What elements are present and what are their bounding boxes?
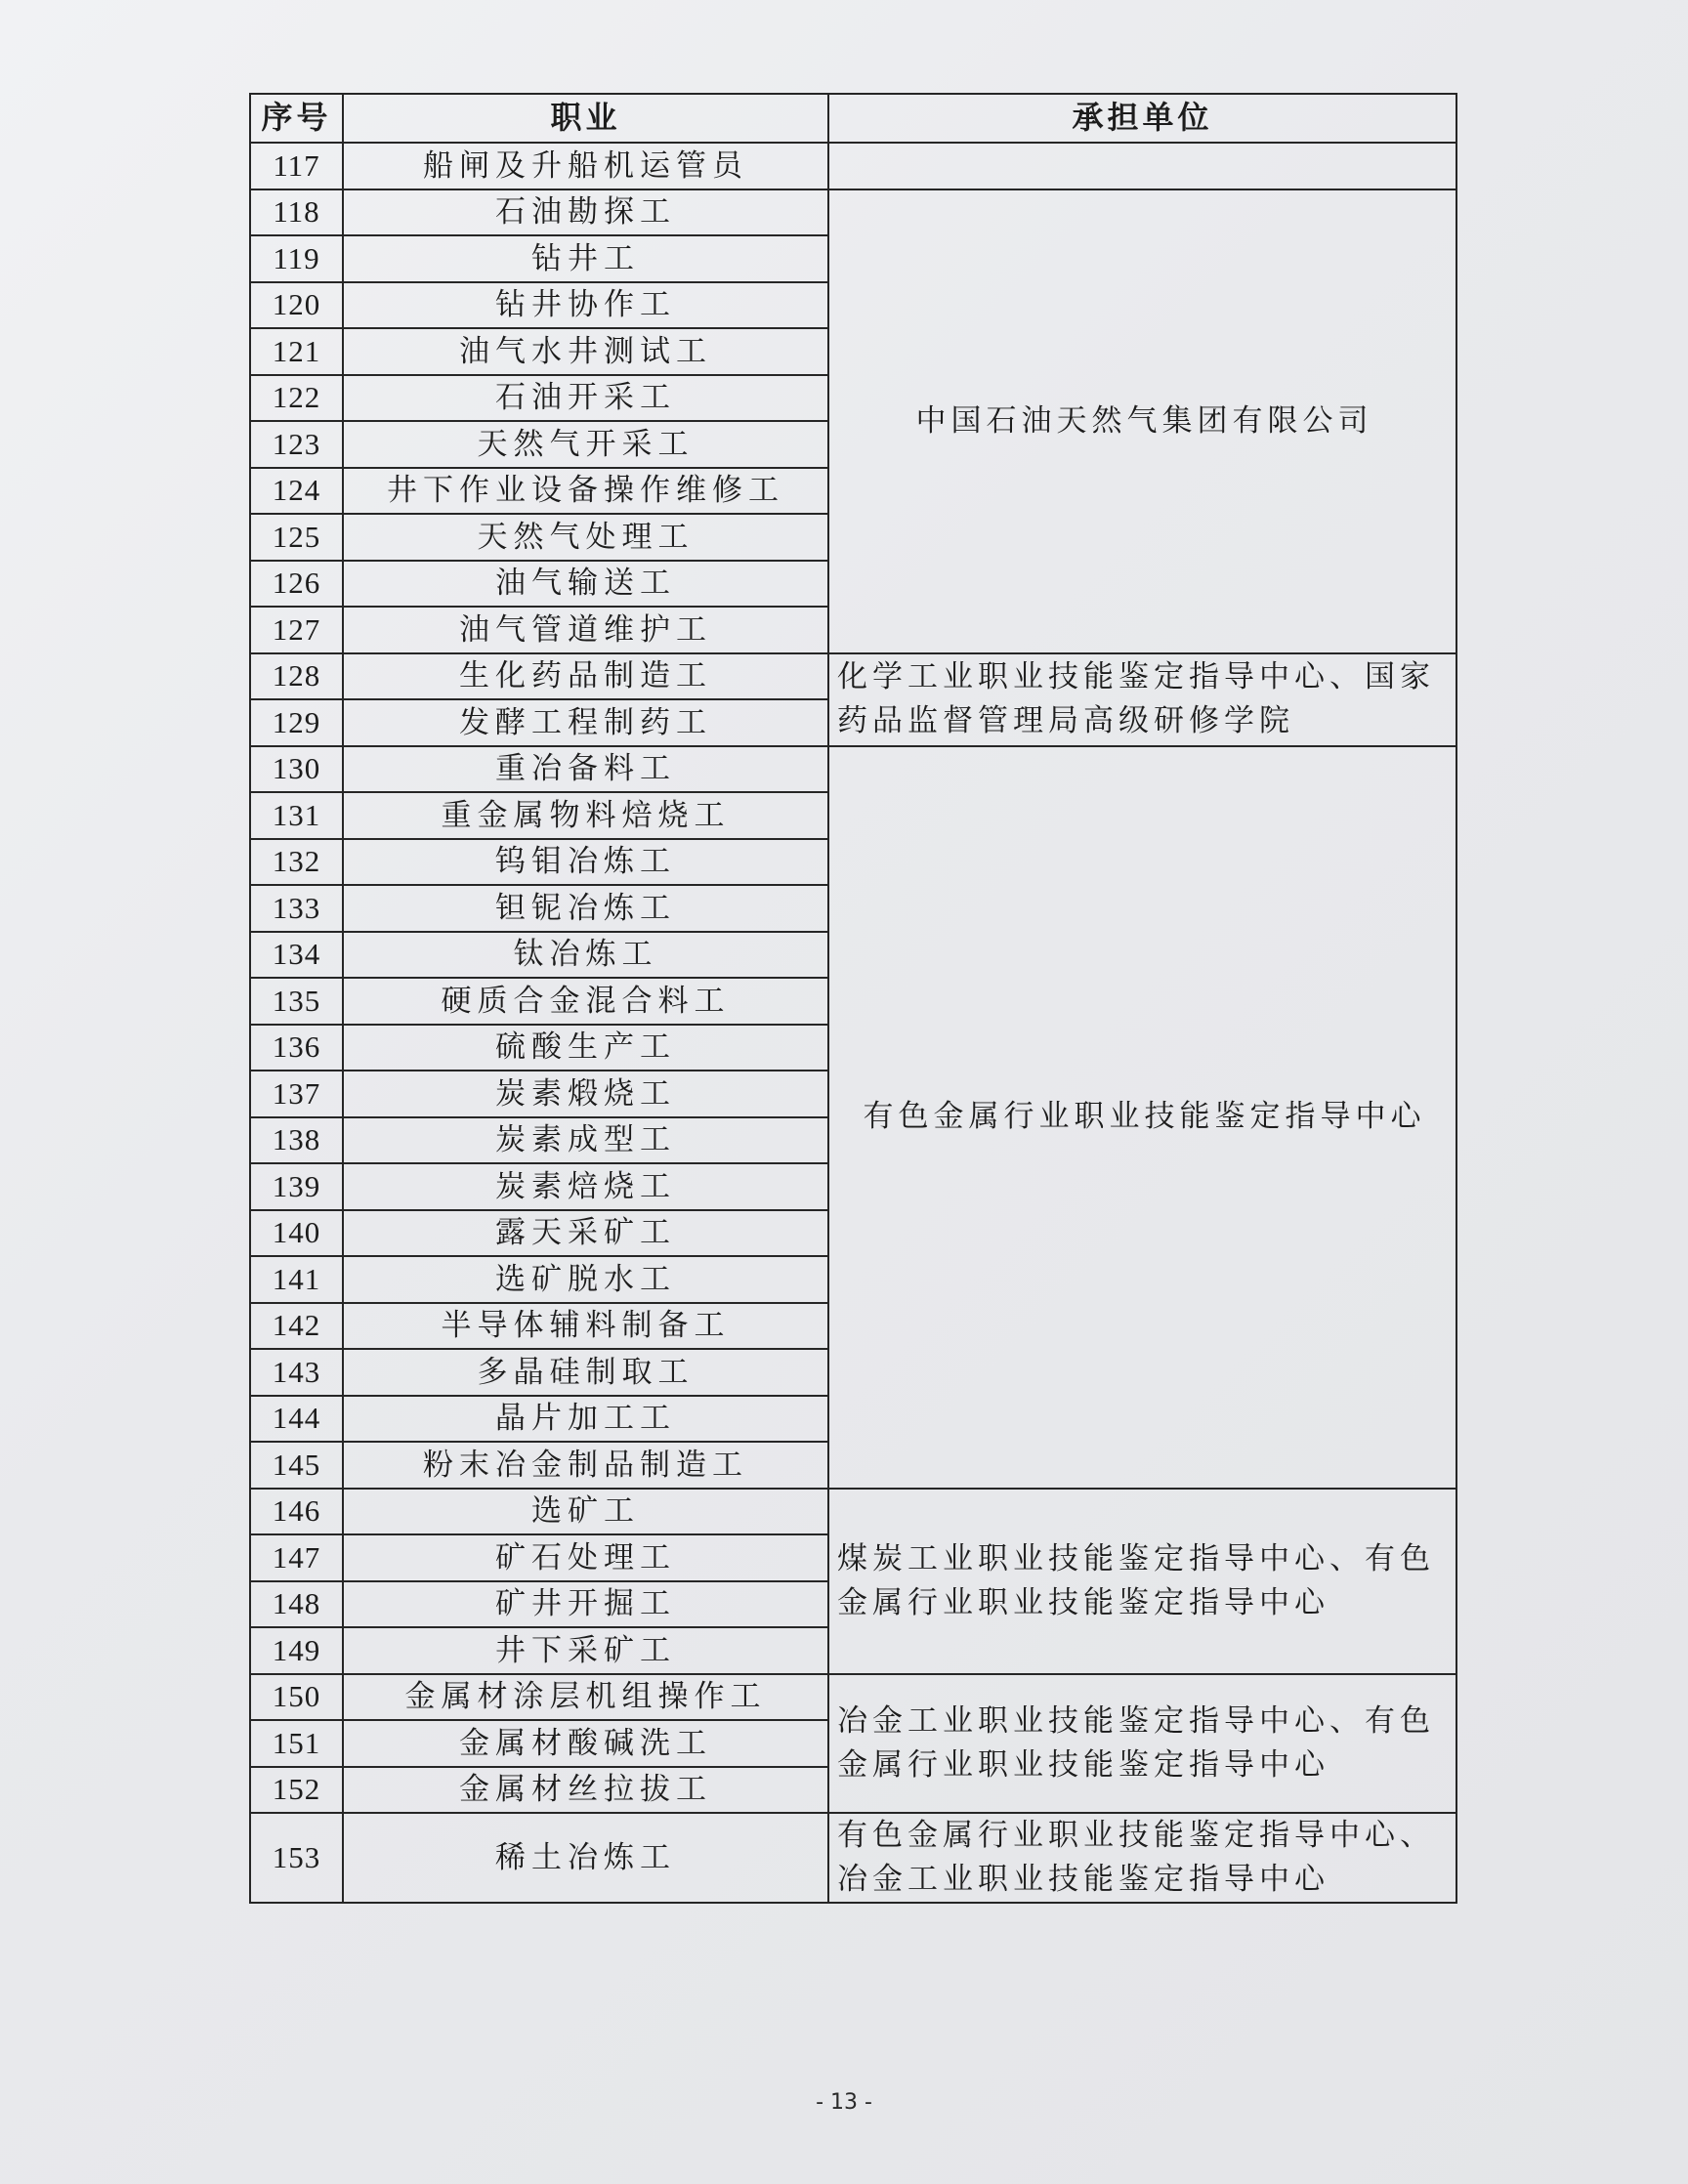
table-header-row: [250, 94, 1456, 143]
row-occupation: 钻井工: [343, 235, 828, 282]
row-occupation: 炭素焙烧工: [343, 1163, 828, 1210]
row-occupation: 炭素煅烧工: [343, 1071, 828, 1117]
table-row: [250, 746, 1456, 793]
row-seq: 133: [250, 885, 343, 932]
row-occupation: 稀土冶炼工: [343, 1813, 828, 1903]
occupation-table: [249, 93, 1457, 1904]
row-seq: 128: [250, 653, 343, 700]
row-seq: 121: [250, 328, 343, 375]
row-occupation: 石油勘探工: [343, 189, 828, 236]
row-seq: 130: [250, 746, 343, 793]
unit-cell-117: [828, 143, 1456, 189]
row-occupation: 金属材酸碱洗工: [343, 1720, 828, 1767]
row-seq: 122: [250, 375, 343, 422]
row-occupation: 硬质合金混合料工: [343, 978, 828, 1025]
row-occupation: 钽铌冶炼工: [343, 885, 828, 932]
table-row: [250, 1489, 1456, 1535]
row-occupation: 金属材丝拉拔工: [343, 1767, 828, 1814]
row-seq: 123: [250, 421, 343, 468]
table-row: [250, 1674, 1456, 1721]
header-occupation: 职业: [343, 94, 828, 143]
unit-cell-146-149: 煤炭工业职业技能鉴定指导中心、有色金属行业职业技能鉴定指导中心: [828, 1489, 1456, 1674]
row-seq: 125: [250, 514, 343, 561]
row-seq: 127: [250, 607, 343, 653]
row-occupation: 石油开采工: [343, 375, 828, 422]
row-seq: 150: [250, 1674, 343, 1721]
row-occupation: 油气管道维护工: [343, 607, 828, 653]
row-seq: 141: [250, 1256, 343, 1303]
row-occupation: 天然气开采工: [343, 421, 828, 468]
table-row: [250, 189, 1456, 236]
row-occupation: 选矿脱水工: [343, 1256, 828, 1303]
unit-cell-128-129: 化学工业职业技能鉴定指导中心、国家药品监督管理局高级研修学院: [828, 653, 1456, 746]
unit-cell-153: 有色金属行业职业技能鉴定指导中心、冶金工业职业技能鉴定指导中心: [828, 1813, 1456, 1903]
row-seq: 132: [250, 839, 343, 886]
row-seq: 144: [250, 1396, 343, 1443]
row-occupation: 矿井开掘工: [343, 1581, 828, 1628]
row-seq: 148: [250, 1581, 343, 1628]
row-seq: 147: [250, 1534, 343, 1581]
header-seq: 序号: [250, 94, 343, 143]
row-occupation: 钻井协作工: [343, 282, 828, 329]
row-occupation: 矿石处理工: [343, 1534, 828, 1581]
row-occupation: 金属材涂层机组操作工: [343, 1674, 828, 1721]
row-occupation: 选矿工: [343, 1489, 828, 1535]
row-seq: 152: [250, 1767, 343, 1814]
row-seq: 119: [250, 235, 343, 282]
row-occupation: 钛冶炼工: [343, 932, 828, 979]
row-occupation: 油气水井测试工: [343, 328, 828, 375]
row-occupation: 钨钼冶炼工: [343, 839, 828, 886]
row-occupation: 重冶备料工: [343, 746, 828, 793]
row-occupation: 井下采矿工: [343, 1627, 828, 1674]
row-occupation: 晶片加工工: [343, 1396, 828, 1443]
row-seq: 137: [250, 1071, 343, 1117]
row-occupation: 船闸及升船机运管员: [343, 143, 828, 189]
row-occupation: 半导体辅料制备工: [343, 1303, 828, 1350]
row-seq: 135: [250, 978, 343, 1025]
row-seq: 120: [250, 282, 343, 329]
row-occupation: 露天采矿工: [343, 1210, 828, 1257]
row-seq: 138: [250, 1117, 343, 1164]
row-seq: 134: [250, 932, 343, 979]
row-seq: 126: [250, 561, 343, 608]
row-occupation: 炭素成型工: [343, 1117, 828, 1164]
row-seq: 131: [250, 792, 343, 839]
page-number: - 13 -: [816, 2090, 872, 2115]
row-seq: 149: [250, 1627, 343, 1674]
row-occupation: 油气输送工: [343, 561, 828, 608]
row-occupation: 井下作业设备操作维修工: [343, 468, 828, 515]
row-seq: 118: [250, 189, 343, 236]
row-seq: 146: [250, 1489, 343, 1535]
row-seq: 151: [250, 1720, 343, 1767]
row-seq: 124: [250, 468, 343, 515]
unit-cell-118-127: 中国石油天然气集团有限公司: [828, 189, 1456, 653]
table-row: [250, 653, 1456, 700]
row-occupation: 硫酸生产工: [343, 1025, 828, 1071]
row-seq: 145: [250, 1442, 343, 1489]
row-seq: 153: [250, 1813, 343, 1903]
row-occupation: 发酵工程制药工: [343, 699, 828, 746]
row-seq: 136: [250, 1025, 343, 1071]
table-row: [250, 1813, 1456, 1903]
unit-cell-130-145: 有色金属行业职业技能鉴定指导中心: [828, 746, 1456, 1489]
table-row: [250, 143, 1456, 189]
row-occupation: 重金属物料焙烧工: [343, 792, 828, 839]
row-occupation: 多晶硅制取工: [343, 1349, 828, 1396]
row-seq: 139: [250, 1163, 343, 1210]
header-unit: 承担单位: [828, 94, 1456, 143]
row-seq: 143: [250, 1349, 343, 1396]
row-seq: 129: [250, 699, 343, 746]
row-occupation: 生化药品制造工: [343, 653, 828, 700]
row-occupation: 天然气处理工: [343, 514, 828, 561]
row-seq: 117: [250, 143, 343, 189]
row-occupation: 粉末冶金制品制造工: [343, 1442, 828, 1489]
row-seq: 140: [250, 1210, 343, 1257]
unit-cell-150-152: 冶金工业职业技能鉴定指导中心、有色金属行业职业技能鉴定指导中心: [828, 1674, 1456, 1814]
row-seq: 142: [250, 1303, 343, 1350]
